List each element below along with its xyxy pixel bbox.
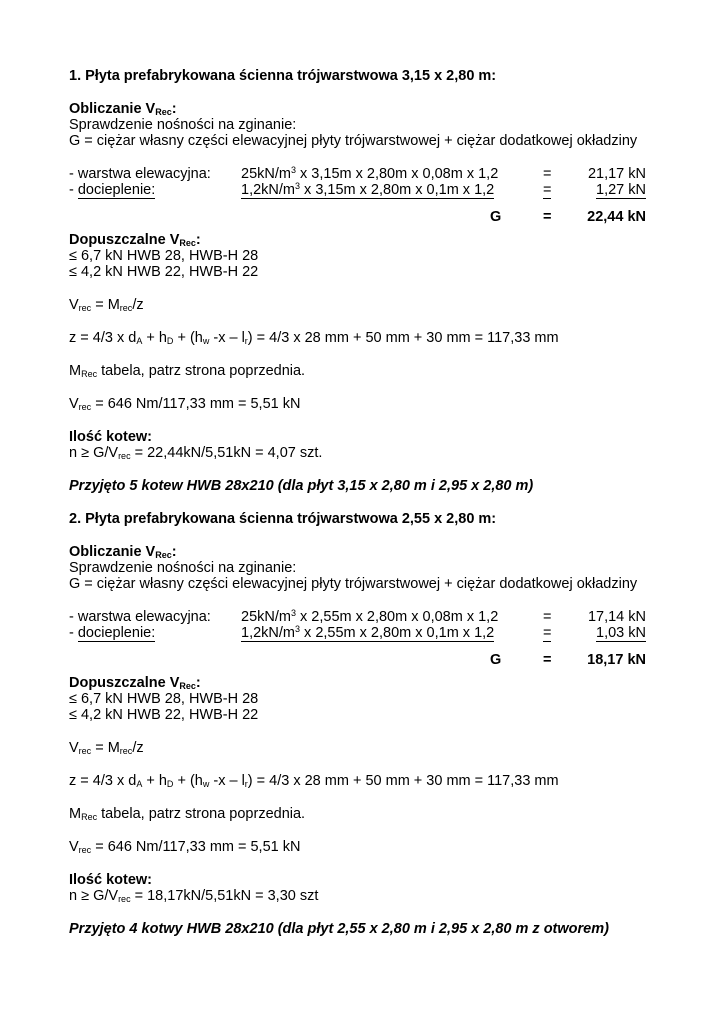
limit-line: ≤ 6,7 kN HWB 28, HWB-H 28 bbox=[69, 248, 259, 264]
total-eq: = bbox=[543, 209, 552, 225]
load-eq: = bbox=[543, 182, 552, 198]
load-value: 17,14 kN bbox=[587, 609, 646, 625]
total-eq: = bbox=[543, 652, 552, 668]
section-heading: 2. Płyta prefabrykowana ścienna trójwarstwowa 2,55 x 2,80 m: bbox=[69, 511, 497, 527]
calc-title: Obliczanie $V_{Rec}$: bbox=[69, 544, 177, 560]
total-value: 22,44 kN bbox=[587, 209, 646, 225]
load-eq: = bbox=[543, 625, 552, 641]
load-value: 1,27 kN bbox=[596, 182, 646, 198]
allowed-title: Dopuszczalne $V_{Rec}$: bbox=[69, 675, 201, 691]
load-value: 21,17 kN bbox=[587, 166, 646, 182]
load-formula: $1,2kN/m^3$ x 3,15m x 2,80m x 0,1m x 1,2 bbox=[241, 181, 495, 198]
mrec-line: $M_{Rec}$ tabela, patrz strona poprzednia. bbox=[69, 806, 306, 822]
total-row bbox=[69, 208, 646, 226]
load-formula: $25kN/m^3$ x 2,55m x 2,80m x 0,08m x 1,2 bbox=[241, 608, 499, 625]
total-value: 18,17 kN bbox=[587, 652, 646, 668]
vrec-formula: $V_{rec} = M_{rec}/z$ bbox=[69, 297, 144, 313]
n-formula: $n \ge G/V_{rec} = 18,17kN/5,51kN = 3,30$ szt bbox=[69, 888, 319, 904]
g-definition: G = ciężar własny części elewacyjnej płyty trójwarstwowej + ciężar dodatkowej okładziny bbox=[69, 133, 638, 149]
anchor-count-title: Ilość kotew: bbox=[69, 872, 152, 888]
load-value: 1,03 kN bbox=[596, 625, 646, 641]
load-formula: $1,2kN/m^3$ x 2,55m x 2,80m x 0,1m x 1,2 bbox=[241, 624, 495, 641]
load-label: - docieplenie: bbox=[69, 625, 156, 641]
n-formula: $n \ge G/V_{rec} = 22,44kN/5,51kN = 4,07$ szt. bbox=[69, 445, 323, 461]
allowed-title: Dopuszczalne $V_{Rec}$: bbox=[69, 232, 201, 248]
load-row bbox=[69, 166, 646, 182]
vrec-formula: $V_{rec} = M_{rec}/z$ bbox=[69, 740, 144, 756]
g-definition: G = ciężar własny części elewacyjnej płyty trójwarstwowej + ciężar dodatkowej okładziny bbox=[69, 576, 638, 592]
document-page bbox=[69, 68, 646, 937]
load-label: - docieplenie: bbox=[69, 182, 156, 198]
section-2 bbox=[69, 511, 646, 937]
load-eq: = bbox=[543, 609, 552, 625]
total-label: G bbox=[490, 652, 502, 668]
load-row bbox=[69, 182, 646, 198]
limit-line: ≤ 6,7 kN HWB 28, HWB-H 28 bbox=[69, 691, 259, 707]
load-formula: $25kN/m^3$ x 3,15m x 2,80m x 0,08m x 1,2 bbox=[241, 165, 499, 182]
check-text: Sprawdzenie nośności na zginanie: bbox=[69, 117, 297, 133]
total-row bbox=[69, 651, 646, 669]
load-row bbox=[69, 609, 646, 625]
load-label: - warstwa elewacyjna: bbox=[69, 609, 211, 625]
z-formula: z = 4/3 x $d_A + h_D + (h_w$ $-x - l_r) = 4/3$ x 28 mm + 50 mm + 30 mm = 117,33 mm bbox=[69, 773, 559, 789]
limit-line: ≤ 4,2 kN HWB 22, HWB-H 22 bbox=[69, 707, 259, 723]
z-formula: z = 4/3 x $d_A + h_D + (h_w$ $-x - l_r) = 4/3$ x 28 mm + 50 mm + 30 mm = 117,33 mm bbox=[69, 330, 559, 346]
conclusion: Przyjęto 5 kotew HWB 28x210 (dla płyt 3,15 x 2,80 m i 2,95 x 2,80 m) bbox=[69, 478, 534, 494]
load-eq: = bbox=[543, 166, 552, 182]
load-row bbox=[69, 625, 646, 641]
section-heading: 1. Płyta prefabrykowana ścienna trójwarstwowa 3,15 x 2,80 m: bbox=[69, 68, 497, 84]
conclusion: Przyjęto 4 kotwy HWB 28x210 (dla płyt 2,55 x 2,80 m i 2,95 x 2,80 m z otworem) bbox=[69, 921, 609, 937]
anchor-count-title: Ilość kotew: bbox=[69, 429, 152, 445]
vrec-calc: $V_{rec} = 646$ Nm/117,33 mm = 5,51 kN bbox=[69, 839, 301, 855]
section-1 bbox=[69, 68, 646, 494]
mrec-line: $M_{Rec}$ tabela, patrz strona poprzednia. bbox=[69, 363, 306, 379]
total-label: G bbox=[490, 209, 502, 225]
check-text: Sprawdzenie nośności na zginanie: bbox=[69, 560, 297, 576]
calc-title: Obliczanie $V_{Rec}$: bbox=[69, 101, 177, 117]
vrec-calc: $V_{rec} = 646$ Nm/117,33 mm = 5,51 kN bbox=[69, 396, 301, 412]
limit-line: ≤ 4,2 kN HWB 22, HWB-H 22 bbox=[69, 264, 259, 280]
load-label: - warstwa elewacyjna: bbox=[69, 166, 211, 182]
